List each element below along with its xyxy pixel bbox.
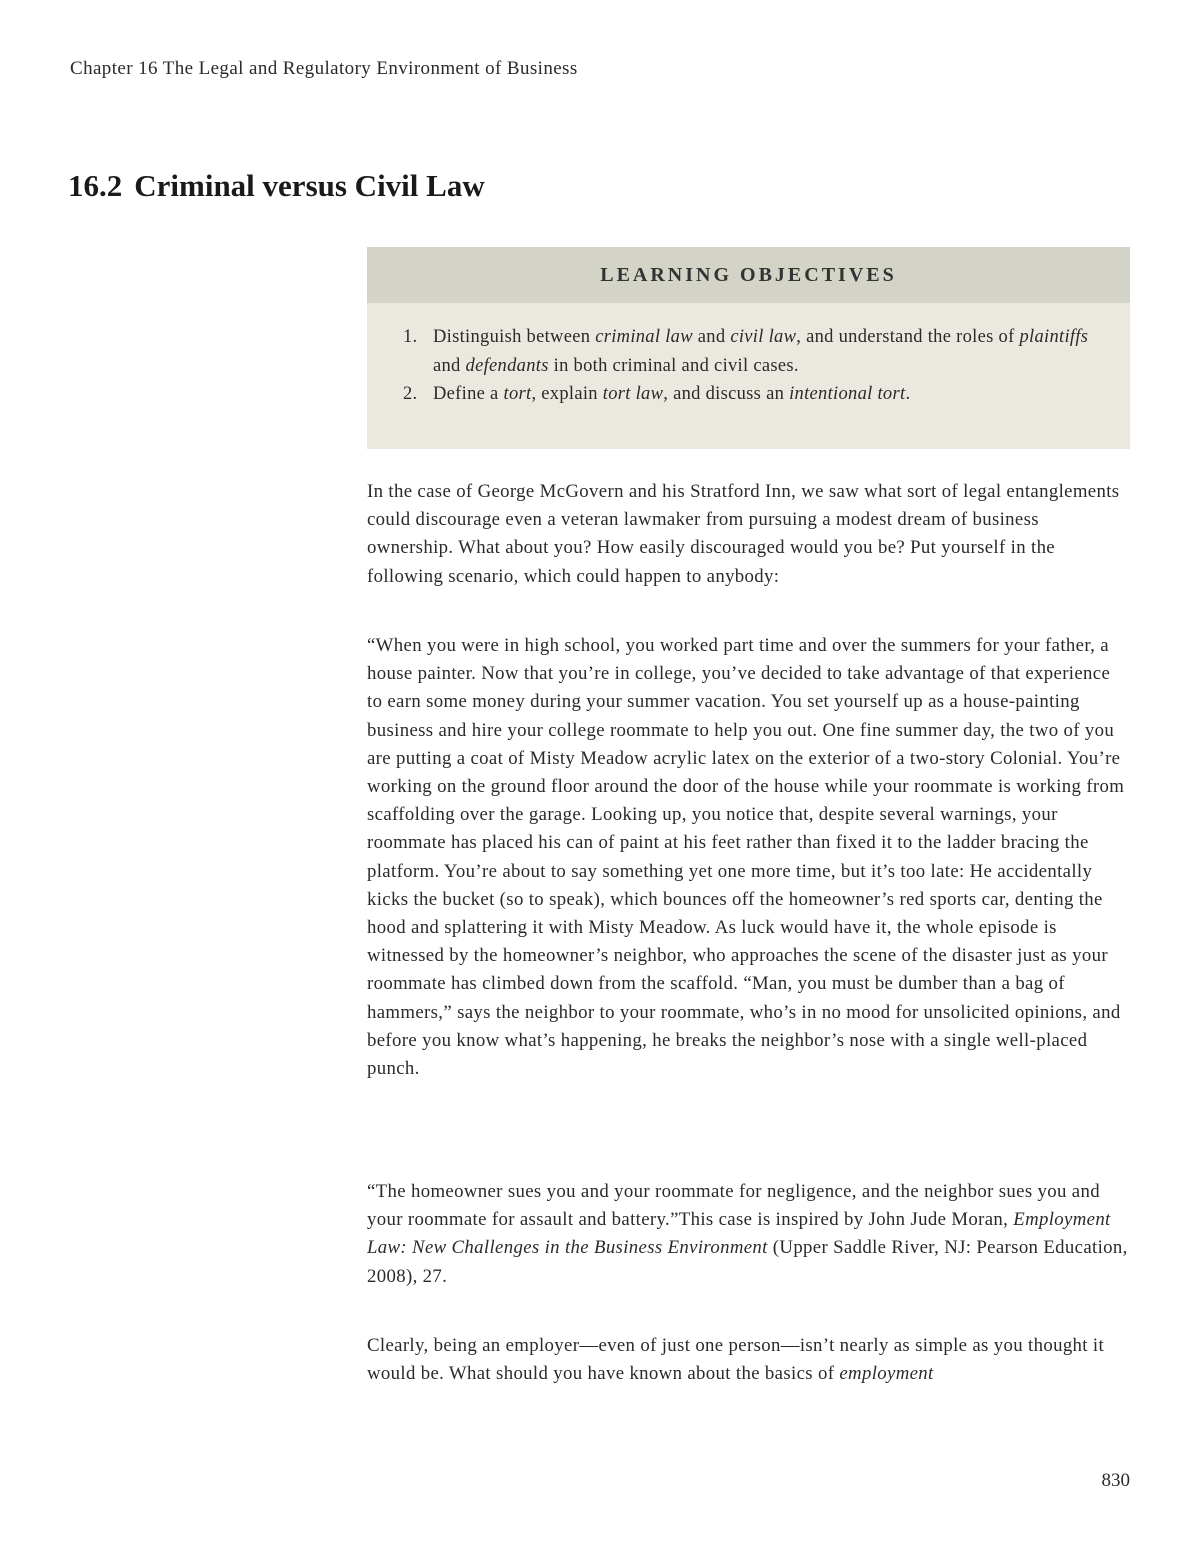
- body-paragraph-3: [367, 1178, 1129, 1291]
- objective-text: [433, 380, 1100, 409]
- section-title: [68, 168, 485, 204]
- objective-text-part: , and discuss an: [663, 384, 790, 404]
- objective-text-part: Define a: [433, 384, 504, 404]
- paragraph-text: [367, 1332, 1129, 1388]
- term-employment: employment: [839, 1363, 934, 1385]
- objective-text-part: and: [433, 355, 466, 376]
- learning-objectives-header: [367, 247, 1130, 303]
- term-criminal-law: criminal law: [595, 327, 693, 347]
- term-defendants: defendants: [465, 355, 549, 376]
- objective-item-1: [403, 323, 1100, 380]
- paragraph-text: In the case of George McGovern and his Stratford Inn, we saw what sort of legal entanglements could discourage even a veteran lawmaker from pursuing a modest dream of business ownership. What about you? How easily discouraged would you be? Put yourself in the following scenario, which could happen to anybody:: [367, 481, 1120, 587]
- objective-text-part: .: [905, 384, 911, 404]
- objective-text-part: and: [692, 327, 731, 347]
- learning-objectives-box: [367, 247, 1130, 449]
- section-number: 16.2: [68, 168, 123, 203]
- objective-text: [433, 323, 1100, 380]
- page-number: 830: [1101, 1470, 1130, 1491]
- paragraph-text: “When you were in high school, you worked part time and over the summers for your father, a house painter. Now that you’re in college, you’ve decided to take advantage of that experience to earn some money during your summer vacation. You set yourself up as a house-painting business and hire your college roommate to help you out. One fine summer day, the two of you are putting a coat of Misty Meadow acrylic latex on the exterior of a two-story Colonial. You’re working on the ground floor around the door of the house while your roommate is working from scaffolding over the garage. Looking up, you notice that, despite several warnings, your roommate has placed his can of paint at his feet rather than fixed it to the ladder bracing the platform. You’re about to say something yet one more time, but it’s too late: He accidentally kicks the bucket (so to speak), which bounces off the homeowner’s red sports car, denting the hood and splattering it with Misty Meadow. As luck would have it, the whole episode is witnessed by the homeowner’s neighbor, who approaches the scene of the disaster just as your roommate has climbed down from the scaffold. “Man, you must be dumber than a bag of hammers,” says the neighbor to your roommate, who’s in no mood for unsolicited opinions, and before you know what’s happening, he breaks the neighbor’s nose with a single well-placed punch.: [367, 635, 1125, 1080]
- objective-text-part: in both criminal and civil cases.: [548, 355, 799, 376]
- body-paragraph-2: [367, 632, 1129, 1083]
- body-paragraph-1: [367, 478, 1129, 591]
- paragraph-text-part: (Upper Saddle River, NJ: Pearson Education, 2008), 27.: [367, 1237, 1128, 1287]
- term-plaintiffs: plaintiffs: [1019, 327, 1089, 347]
- section-title-text: Criminal versus Civil Law: [134, 168, 485, 203]
- paragraph-text: [367, 1178, 1129, 1291]
- learning-objectives-title: LEARNING OBJECTIVES: [600, 263, 897, 286]
- paragraph-text-part: Clearly, being an employer—even of just one person—isn’t nearly as simple as you thought it would be. What should you have known about the basics of: [367, 1335, 1105, 1385]
- body-paragraph-4: [367, 1332, 1129, 1388]
- running-head: Chapter 16 The Legal and Regulatory Environment of Business: [70, 58, 578, 79]
- term-tort-law: tort law: [602, 384, 664, 404]
- book-title: Employment Law: New Challenges in the Business Environment: [367, 1209, 1111, 1259]
- objective-item-2: [403, 380, 1100, 409]
- objective-text-part: Distinguish between: [433, 327, 596, 347]
- objective-text-part: , and understand the roles of: [796, 327, 1020, 347]
- objective-number: 2.: [403, 384, 418, 404]
- paragraph-text-part: “The homeowner sues you and your roommate for negligence, and the neighbor sues you and your roommate for assault and battery.”This case is inspired by John Jude Moran,: [367, 1181, 1100, 1231]
- learning-objectives-list: [367, 303, 1130, 409]
- term-tort: tort: [503, 384, 532, 404]
- objective-number: 1.: [403, 327, 418, 347]
- term-intentional-tort: intentional tort: [789, 384, 906, 404]
- term-civil-law: civil law: [730, 327, 797, 347]
- objective-text-part: , explain: [531, 384, 603, 404]
